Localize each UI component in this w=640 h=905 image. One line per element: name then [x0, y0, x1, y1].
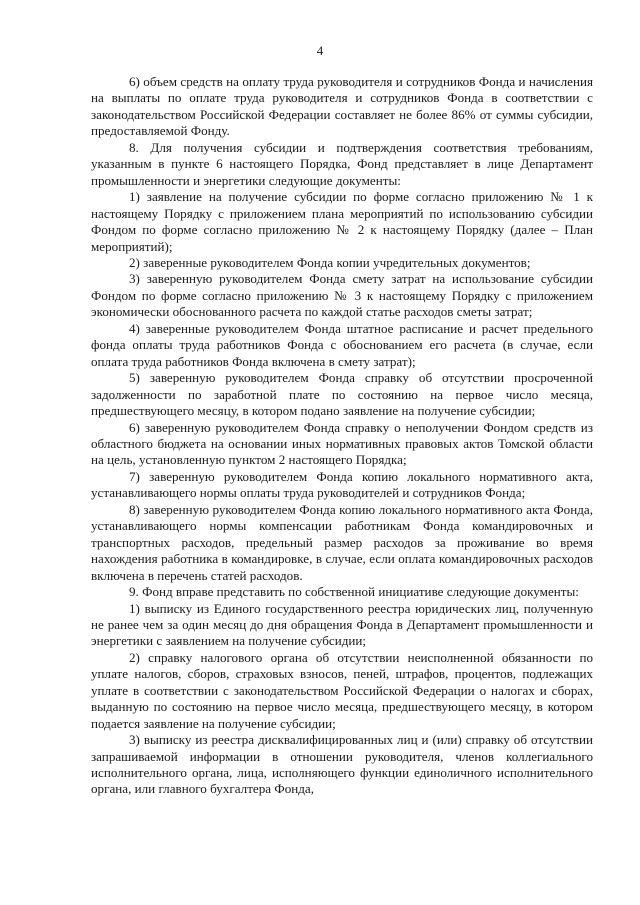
paragraph-item-4-staff-schedule: 4) заверенные руководителем Фонда штатное расписание и расчет предельного фонда оплаты труда работников Фонда с обоснованием его расчета (в случае, если оплата труда работников Фонда включена в смету затрат); — [91, 320, 593, 369]
paragraph-clause-8: 8. Для получения субсидии и подтверждения соответствия требованиям, указанным в пункте 6 настоящего Порядка, Фонд представляет в лице Департамент промышленности и энергетики следующие документы: — [91, 139, 593, 188]
paragraph-item-6-no-funding: 6) заверенную руководителем Фонда справку о неполучении Фондом средств из областного бюджета на основании иных нормативных правовых актов Томской области на цель, установленную пунктом 2 настоящего Порядка; — [91, 419, 593, 468]
paragraph-item-1-application: 1) заявление на получение субсидии по форме согласно приложению № 1 к настоящему Порядку с приложением плана мероприятий по использованию субсидии Фондом по форме согласно приложению № 2 к настоящему Порядку (далее – План мероприятий); — [91, 189, 593, 254]
paragraph-item-5-wage-arrears: 5) заверенную руководителем Фонда справку об отсутствии просроченной задолженности по заработной плате по состоянию на первое число месяца, предшествующего месяцу, в котором подано заявление на получение субсидии; — [91, 370, 593, 419]
paragraph-item-1-registry-extract: 1) выписку из Единого государственного реестра юридических лиц, полученную не ранее чем за один месяц до дня обращения Фонда в Департамент промышленности и энергетики с заявлением на получение субсидии; — [91, 600, 593, 649]
paragraph-clause-9: 9. Фонд вправе представить по собственной инициативе следующие документы: — [129, 584, 579, 600]
paragraph-item-2-founding-documents: 2) заверенные руководителем Фонда копии учредительных документов; — [129, 254, 531, 270]
paragraph-item-8-travel-norms: 8) заверенную руководителем Фонда копию локального нормативного акта Фонда, устанавливающего нормы компенсации работникам Фонда командировочных и транспортных расходов, предельный размер расходов за проживание во время нахождения работника в командировке, в случае, если оплата командировочных расходов включена в перечень статей расходов. — [91, 501, 593, 583]
paragraph-item-6-payroll-limit: 6) объем средств на оплату труда руководителя и сотрудников Фонда и начисления на выплаты по оплате труда руководителя и сотрудников Фонда в соответствии с законодательством Российской Федерации составляет не более 86% от суммы субсидии, предоставляемой Фонду. — [91, 74, 593, 139]
paragraph-item-2-tax-certificate: 2) справку налогового органа об отсутствии неисполненной обязанности по уплате налогов, сборов, страховых взносов, пеней, штрафов, процентов, подлежащих уплате в соответствии с законодательством Российской Федерации о налогах и сборах, выданную по состоянию на первое число месяца, предшествующего месяцу, в котором подается заявление на получение субсидии; — [91, 649, 593, 731]
page-number: 4 — [316, 43, 324, 58]
paragraph-item-3-disqualification-registry: 3) выписку из реестра дисквалифицированных лиц и (или) справку об отсутствии запрашиваемой информации в отношении руководителя, членов коллегиального исполнительного органа, лица, исполняющего функции единоличного исполнительного органа, или главного бухгалтера Фонда, — [91, 732, 593, 797]
paragraph-item-7-pay-norms: 7) заверенную руководителем Фонда копию локального нормативного акта, устанавливающего нормы оплаты труда руководителей и сотрудников Фонда; — [91, 468, 593, 501]
document-body — [91, 74, 593, 798]
paragraph-item-3-cost-estimate: 3) заверенную руководителем Фонда смету затрат на использование субсидии Фондом по форме согласно приложению № 3 к настоящему Порядку с приложением экономически обоснованного расчета по каждой статье расходов сметы затрат; — [91, 271, 593, 320]
